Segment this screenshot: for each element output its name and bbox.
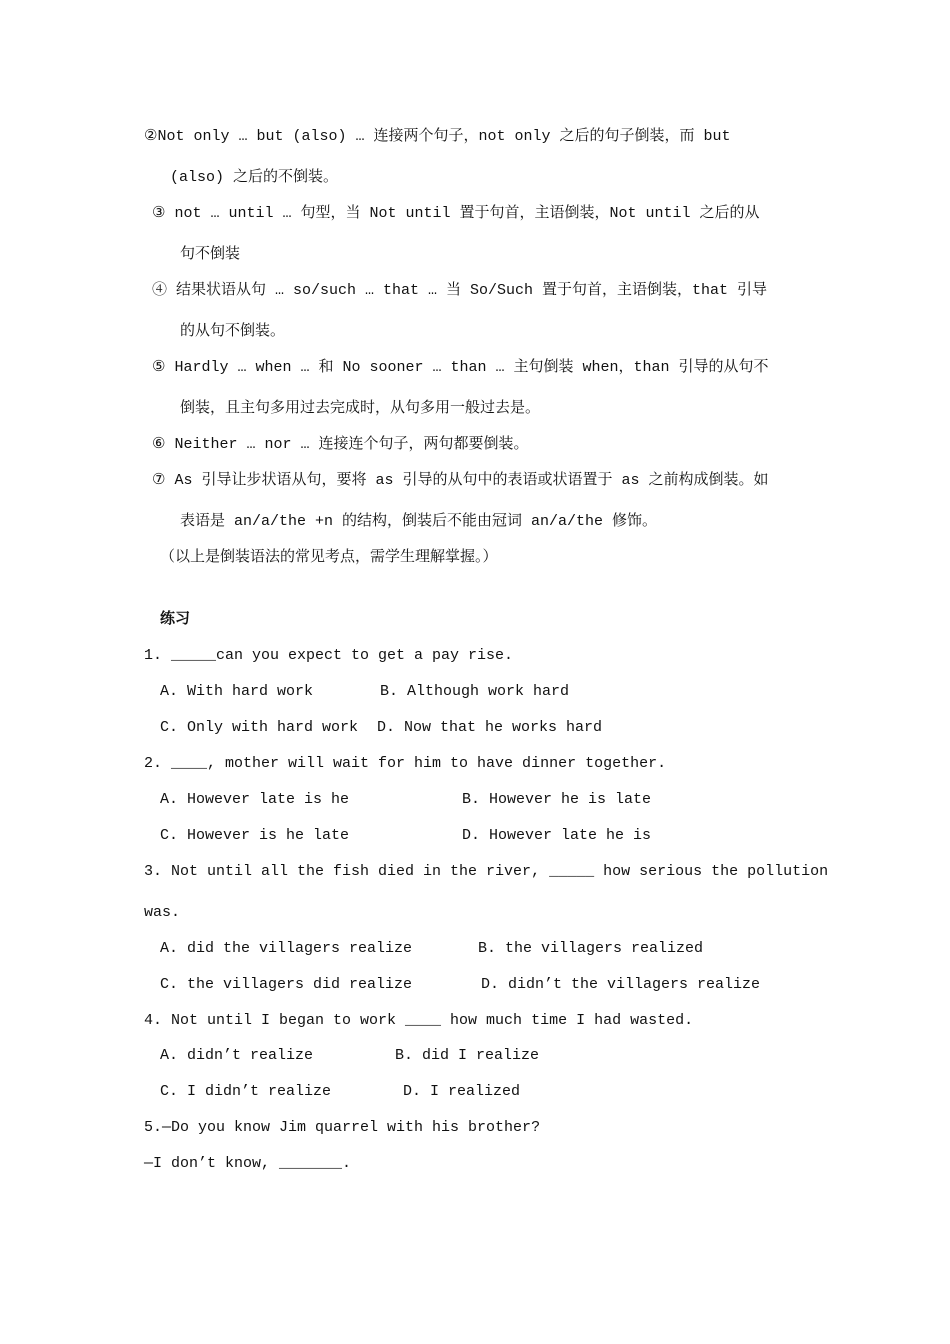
question-5-stem: 5.—Do you know Jim quarrel with his brother?	[144, 1119, 541, 1136]
question-1-option-b: B. Although work hard	[380, 683, 570, 700]
question-3-option-c: C. the villagers did realize	[160, 976, 413, 993]
question-2-stem: 2. ____, mother will wait for him to have dinner together.	[144, 755, 667, 772]
rule-4-line-1: ④ 结果状语从句 … so/such … that … 当 So/Such 置于句首，主语倒装，that 引导	[152, 282, 768, 299]
rule-4-line-2: 的从句不倒装。	[180, 323, 286, 340]
rule-6-line-1: ⑥ Neither … nor … 连接连个句子，两句都要倒装。	[152, 436, 529, 453]
question-2-option-d: D. However late he is	[462, 827, 652, 844]
question-1-option-d: D. Now that he works hard	[377, 719, 603, 736]
rule-7-line-2: 表语是 an/a/the +n 的结构，倒装后不能由冠词 an/a/the 修饰。	[180, 513, 658, 530]
rule-2-line-1: ②Not only … but (also) … 连接两个句子，not only 之后的句子倒装，而 but	[144, 128, 731, 145]
question-2-option-b: B. However he is late	[462, 791, 652, 808]
question-3-option-b: B. the villagers realized	[478, 940, 704, 957]
question-2-option-c: C. However is he late	[160, 827, 350, 844]
question-3-stem: 3. Not until all the fish died in the river, _____ how serious the pollution	[144, 863, 829, 880]
exercise-heading: 练习	[160, 609, 191, 627]
rule-5-line-2: 倒装，且主句多用过去完成时，从句多用一般过去是。	[180, 400, 541, 417]
question-3-option-a: A. did the villagers realize	[160, 940, 413, 957]
question-4-stem: 4. Not until I began to work ____ how much time I had wasted.	[144, 1012, 694, 1029]
rule-3-line-1: ③ not … until … 句型，当 Not until 置于句首，主语倒装，Not until 之后的从	[152, 205, 760, 222]
question-3-stem-continued: was.	[144, 904, 181, 921]
question-2-option-a: A. However late is he	[160, 791, 350, 808]
rule-2-line-2: (also) 之后的不倒装。	[170, 169, 339, 186]
question-1-stem: 1. _____can you expect to get a pay rise.	[144, 647, 514, 664]
question-1-option-c: C. Only with hard work	[160, 719, 359, 736]
summary-note: （以上是倒装语法的常见考点，需学生理解掌握。）	[160, 549, 498, 566]
question-4-option-b: B. did I realize	[395, 1047, 540, 1064]
question-1-option-a: A. With hard work	[160, 683, 314, 700]
question-3-option-d: D. didn’t the villagers realize	[481, 976, 761, 993]
question-5-response: —I don’t know, _______.	[144, 1155, 352, 1172]
question-4-option-c: C. I didn’t realize	[160, 1083, 332, 1100]
question-4-option-a: A. didn’t realize	[160, 1047, 314, 1064]
question-4-option-d: D. I realized	[403, 1083, 521, 1100]
rule-5-line-1: ⑤ Hardly … when … 和 No sooner … than … 主句倒装 when，than 引导的从句不	[152, 359, 769, 376]
rule-3-line-2: 句不倒装	[180, 246, 241, 263]
rule-7-line-1: ⑦ As 引导让步状语从句，要将 as 引导的从句中的表语或状语置于 as 之前构成倒装。如	[152, 472, 769, 489]
